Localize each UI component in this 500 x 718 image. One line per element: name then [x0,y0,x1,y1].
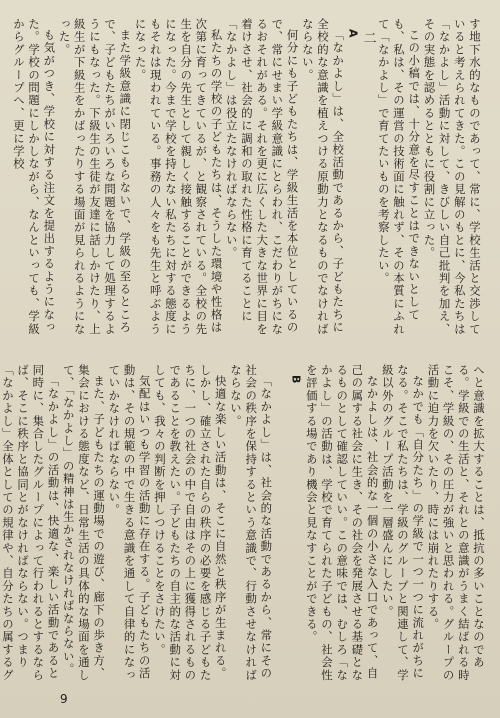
paragraph: 快適な楽しい活動は、そこに自然と秩序が生まれる。しかし、確立された自らの秩序の必要を感じる子どもたちに、一つの社会の中で自由はその上に獲得されるものであることを教えたい。子どもたちの自主的な活動に対しても、我々の判断を押しつけることをさけたい。 [152,364,228,682]
paragraph: 「なかよし」は、全校活動であるから、子どもたちに全校的な意識を植えつける原動力となるものでなければならない。 [300,18,346,336]
paragraph: また、子どもたちの運動場での遊び、廊下の歩き方、集会における態度など、日常生活の具体的な場面を通して、「なかよし」の精神は生かされなければならない。 [61,364,107,682]
paragraph: 「なかよし」は、社会的な活動であるから、常にその社会の秩序を保持するという意識で、行動させなければならない。 [228,364,274,682]
chapter-number: 二 [360,31,376,48]
paragraph: も気がつき、学校に対する注文を提出するようになった。学校の問題にしかしながら、なんといっても、学級からグループへ、更に学校 [11,18,57,336]
paragraph: 「なかよし」の活動は、快適な、楽しい活動であると同時に、集合したグループによって行われるとするならば、そこに秩序と協同とがなければならない。つまり「なかよし」全体としての規律や、自分たちの属するグ [0,364,61,682]
page-number: 9 [60,692,68,706]
paragraph: 気配はいつも学習の活動に存在する。子どもたちの活動は、その規範の中で生きる意識を通して自律的になっていかなければならない。 [107,364,152,682]
paragraph: この小稿では、十分意を尽すことはできないとしても、私は、その運営の技術面に触れず、その本質にふれて「なかよし」で育てたいものを考察したい。 [376,18,422,336]
paragraph: 何分にも子どもたちは、学級生活を本位としているので、常にせまい学級意識にとらわれ、こだわりがちになるおそれがある。それを更に広くした大きな世界に目を着けさせ、社会的に調和の取れた性格に育てることに「なかよし」は役立たなければならない。 [224,18,300,336]
paragraph: へと意識を拡大することは、抵抗の多いことなのである。学級での生活と、それとの意識がうまく結ばれる時こそ、学級の、その圧力が強いと思われる。グループの活動に迫力を欠いたり、時には崩れたりする。 [426,364,486,682]
section-heading-b: B [289,375,303,385]
paragraph: なかでも「自分たち」の学級で一つ一つに流れがちになる。そこで私たちは、学級のグループと関連して、学級以外のグループ活動を一層盛んにしたい。 [380,364,426,682]
paragraph: また学級意識に閉じこもらないで、学級の至るところで、子どもたちがいろいろな問題を協力して処理するようにもなった。下級生の生徒が友達に話しかけたり、上級生が下級生をかばったりする場面が見られるようになった。 [57,18,133,336]
section-heading-a: A [346,29,360,39]
paragraph: 私たちの学校の子どもたちは、そうした環境や性格は次第に育ってきているが、と観察されている。全校の先生を自分の先生として親しく接触することができるようになった。今まで学校を持たない私たちに対する態度にもそれは現われている。事務の人々をも先生と呼ぶようになった。 [133,18,224,336]
paragraph: なかよしは、社会的な一個の小さな入口であって、自己の属する社会に生き、その社会を発展させる基礎となるものとして確認していい。この意味では、むしろ「なかよし」の活動は、学校で育てられた子どもの、社会性を評価する場であり機会と見なすことができる。 [304,364,380,682]
upper-text-block [11,18,482,336]
paragraph: す地下水的なものであって、常に、学校生活と交渉していると考えられてきた。この見解のもとに、今私たちは「なかよし」活動に対して、きびしい自己批判を加え、その実態を認めるとともに役割に立った。 [422,18,482,336]
lower-text-block [0,364,486,682]
